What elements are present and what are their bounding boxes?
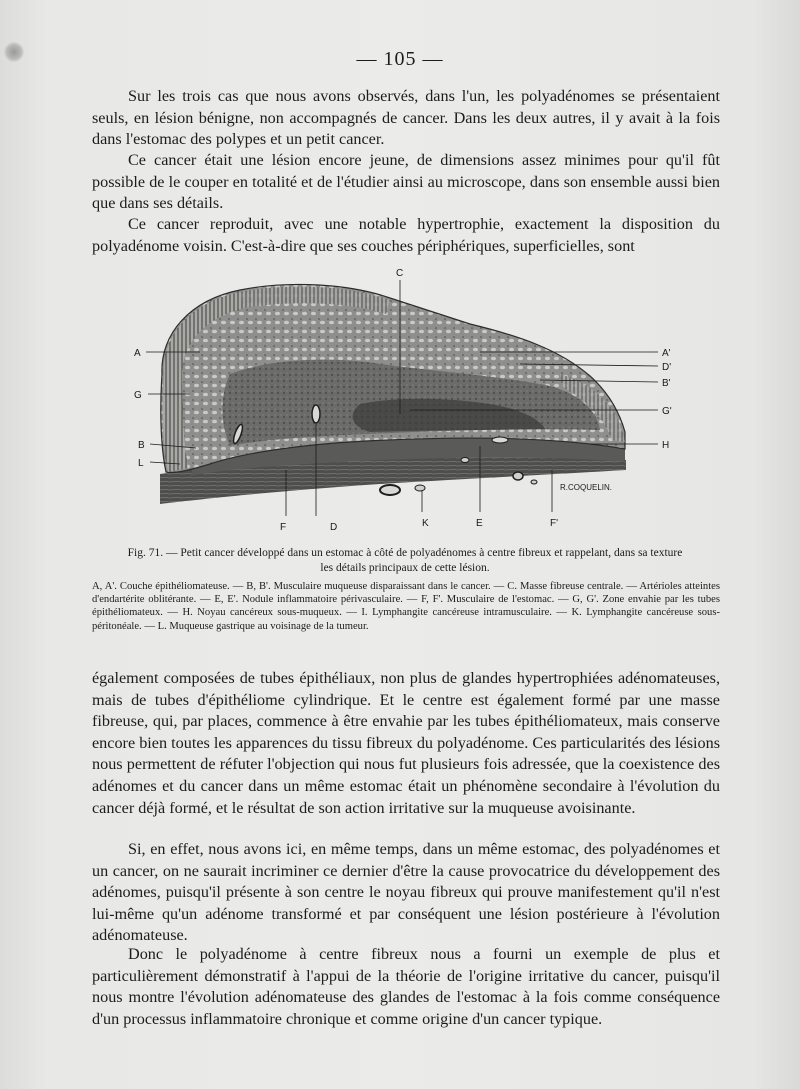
label-a: A	[134, 348, 141, 359]
label-f: F	[280, 522, 287, 533]
label-d-prime: D'	[662, 362, 672, 373]
label-l: L	[138, 458, 144, 469]
paragraph-5: Si, en effet, nous avons ici, en même temps, dans un même estomac, des polyadénomes et un cancer, on ne saurait incriminer ce dernier d'être la cause provocatrice du développement des adénomes, puisqu'il présente à son centre le noyau fibreux qui prouve manifestement qu'il n'est lui-même qu'un adénome transformé et par conséquent une lésion postérieure à l'évolution adénomateuse.	[92, 840, 720, 945]
figure-legend: A, A'. Couche épithéliomateuse. — B, B'. Musculaire muqueuse disparaissant dans le cancer. — C. Masse fibreuse centrale. — Artérioles atteintes d'endartérite oblitérante. — E, E'. Nodule inflammatoire périvasculaire. — F, F'. Musculaire de l'estomac. — G, G'. Zone envahie par les tubes épithéliomateux. — H. Noyau cancéreux sous-muqueux. — I. Lymphangite cancéreuse intramusculaire. — K. Lymphangite cancéreuse sous-péritonéale. — L. Muqueuse gastrique au voisinage de la tumeur.	[92, 581, 720, 632]
figure-71	[120, 264, 690, 540]
paragraph-6: Donc le polyadénome à centre fibreux nous a fourni un exemple de plus et particulièrement démonstratif à l'appui de la théorie de l'origine irritative du cancer, puisqu'il nous montre l'évolution adénomateuse des glandes de l'estomac à la fois comme conséquence d'un processus inflammatoire chronique et comme origine d'un cancer typique.	[92, 945, 720, 1028]
label-a-prime: A'	[662, 348, 671, 359]
label-h: H	[662, 440, 670, 451]
page-number: — 105 —	[356, 48, 444, 70]
figure-caption-title: Fig. 71. — Petit cancer développé dans un estomac à côté de polyadénomes à centre fibreux et rappelant, dans sa texture les détails principaux de cette lésion.	[127, 547, 683, 574]
label-d: D	[330, 522, 338, 533]
label-k: K	[422, 518, 429, 529]
label-g-prime: G'	[662, 406, 672, 417]
label-b-prime: B'	[662, 378, 671, 389]
histology-illustration	[120, 264, 690, 540]
illustrator-signature: R.COQUELIN.	[560, 483, 613, 492]
label-g: G	[134, 390, 142, 401]
label-e: E	[476, 518, 483, 529]
paragraph-2: Ce cancer était une lésion encore jeune, de dimensions assez minimes pour qu'il fût possible de le couper en totalité et de l'étudier ainsi au microscope, dans son ensemble aussi bien que dans ses détails.	[92, 151, 720, 213]
paragraph-1: Sur les trois cas que nous avons observés, dans l'un, les polyadénomes se présentaient seuls, en lésion bénigne, non accompagnés de cancer. Dans les deux autres, il y avait à la fois dans l'estomac des polypes et un petit cancer.	[92, 87, 720, 149]
label-f-prime: F'	[550, 518, 559, 529]
label-b: B	[138, 440, 145, 451]
paragraph-3: Ce cancer reproduit, avec une notable hypertrophie, exactement la disposition du polyadénome voisin. C'est-à-dire que ses couches périphériques, superficielles, sont	[92, 215, 720, 255]
paragraph-4: également composées de tubes épithéliaux, non plus de glandes hypertrophiées adénomateuses, mais de tubes d'épithéliome cylindrique. Et le centre est également formé par une masse fibreuse, qui, par places, commence à être envahie par les tubes épithéliomateux, mais conserve encore bien toutes les apparences du tissu fibreux du polyadénome. Ces particularités des lésions nous permettent de réfuter l'objection qui nous fut plusieurs fois adressée, que la coexistence des adénomes et du cancer dans un même estomac était un phénomène secondaire à l'évolution du cancer déjà formé, et le résultat de son action irritative sur la muqueuse avoisinante.	[92, 669, 720, 817]
label-c: C	[396, 268, 404, 279]
